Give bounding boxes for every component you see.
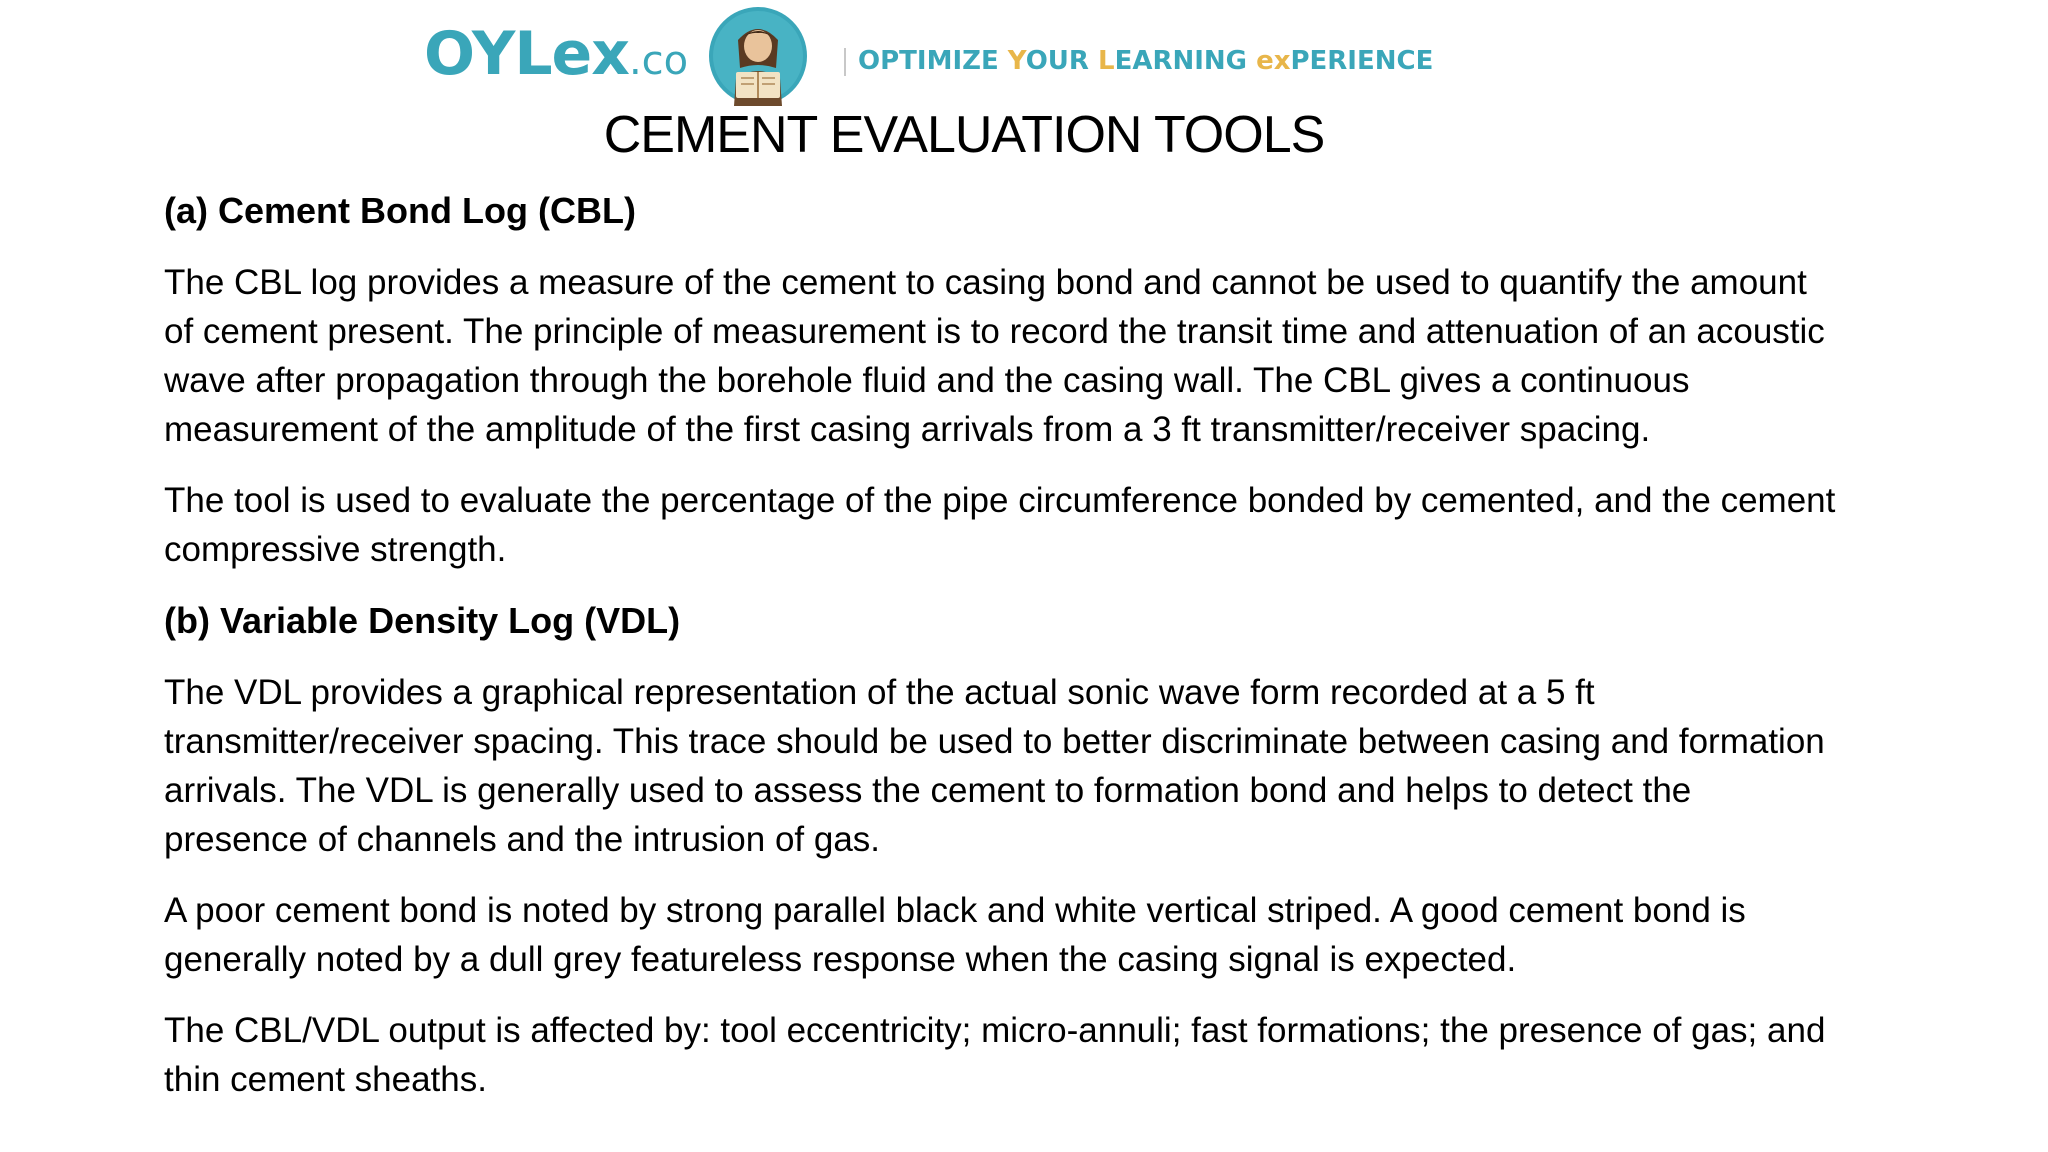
tagline-part: PERIENCE (1290, 46, 1434, 76)
slide-content (164, 186, 1844, 1126)
tagline (858, 44, 1433, 78)
tagline-divider (844, 48, 846, 76)
tagline-part-accent: L (1097, 46, 1115, 76)
logo-suffix-text: .co (628, 38, 689, 84)
vdl-paragraph-description: The VDL provides a graphical representation of the actual sonic wave form recorded at a 5 ft transmitter/receiver spacing. This trace should be used to better discriminate between casing and formation arrivals. The VDL is generally used to assess the cement to formation bond and helps to detect the presence of channels and the intrusion of gas. (164, 673, 1825, 859)
section-heading-vdl: (b) Variable Density Log (VDL) (164, 600, 681, 641)
logo-main-text: OYLex (424, 19, 629, 89)
reader-avatar-icon (708, 6, 808, 106)
oylex-logo[interactable] (424, 18, 688, 97)
brand-header (0, 0, 2048, 108)
tagline-part-accent: ex (1256, 46, 1291, 76)
tagline-part-accent: Y (1007, 46, 1026, 76)
section-heading-cbl: (a) Cement Bond Log (CBL) (164, 190, 636, 231)
cbl-paragraph-usage: The tool is used to evaluate the percentage of the pipe circumference bonded by cemented, and the cement compressive strength. (164, 481, 1836, 569)
tagline-part: EARNING (1114, 46, 1257, 76)
cbl-paragraph-principle: The CBL log provides a measure of the cement to casing bond and cannot be used to quantify the amount of cement present. The principle of measurement is to record the transit time and attenuation of an acoustic wave after propagation through the borehole fluid and the casing wall. The CBL gives a continuous measurement of the amplitude of the first casing arrivals from a 3 ft transmitter/receiver spacing. (164, 263, 1825, 449)
vdl-paragraph-bond-quality: A poor cement bond is noted by strong parallel black and white vertical striped. A good cement bond is generally noted by a dull grey featureless response when the casing signal is expected. (164, 891, 1746, 979)
page-title: CEMENT EVALUATION TOOLS (603, 106, 1325, 164)
vdl-paragraph-factors: The CBL/VDL output is affected by: tool eccentricity; micro-annuli; fast formations; the presence of gas; and thin cement sheaths. (164, 1011, 1826, 1099)
tagline-part: OUR (1025, 46, 1098, 76)
tagline-part: OPTIMIZE (858, 46, 1008, 76)
